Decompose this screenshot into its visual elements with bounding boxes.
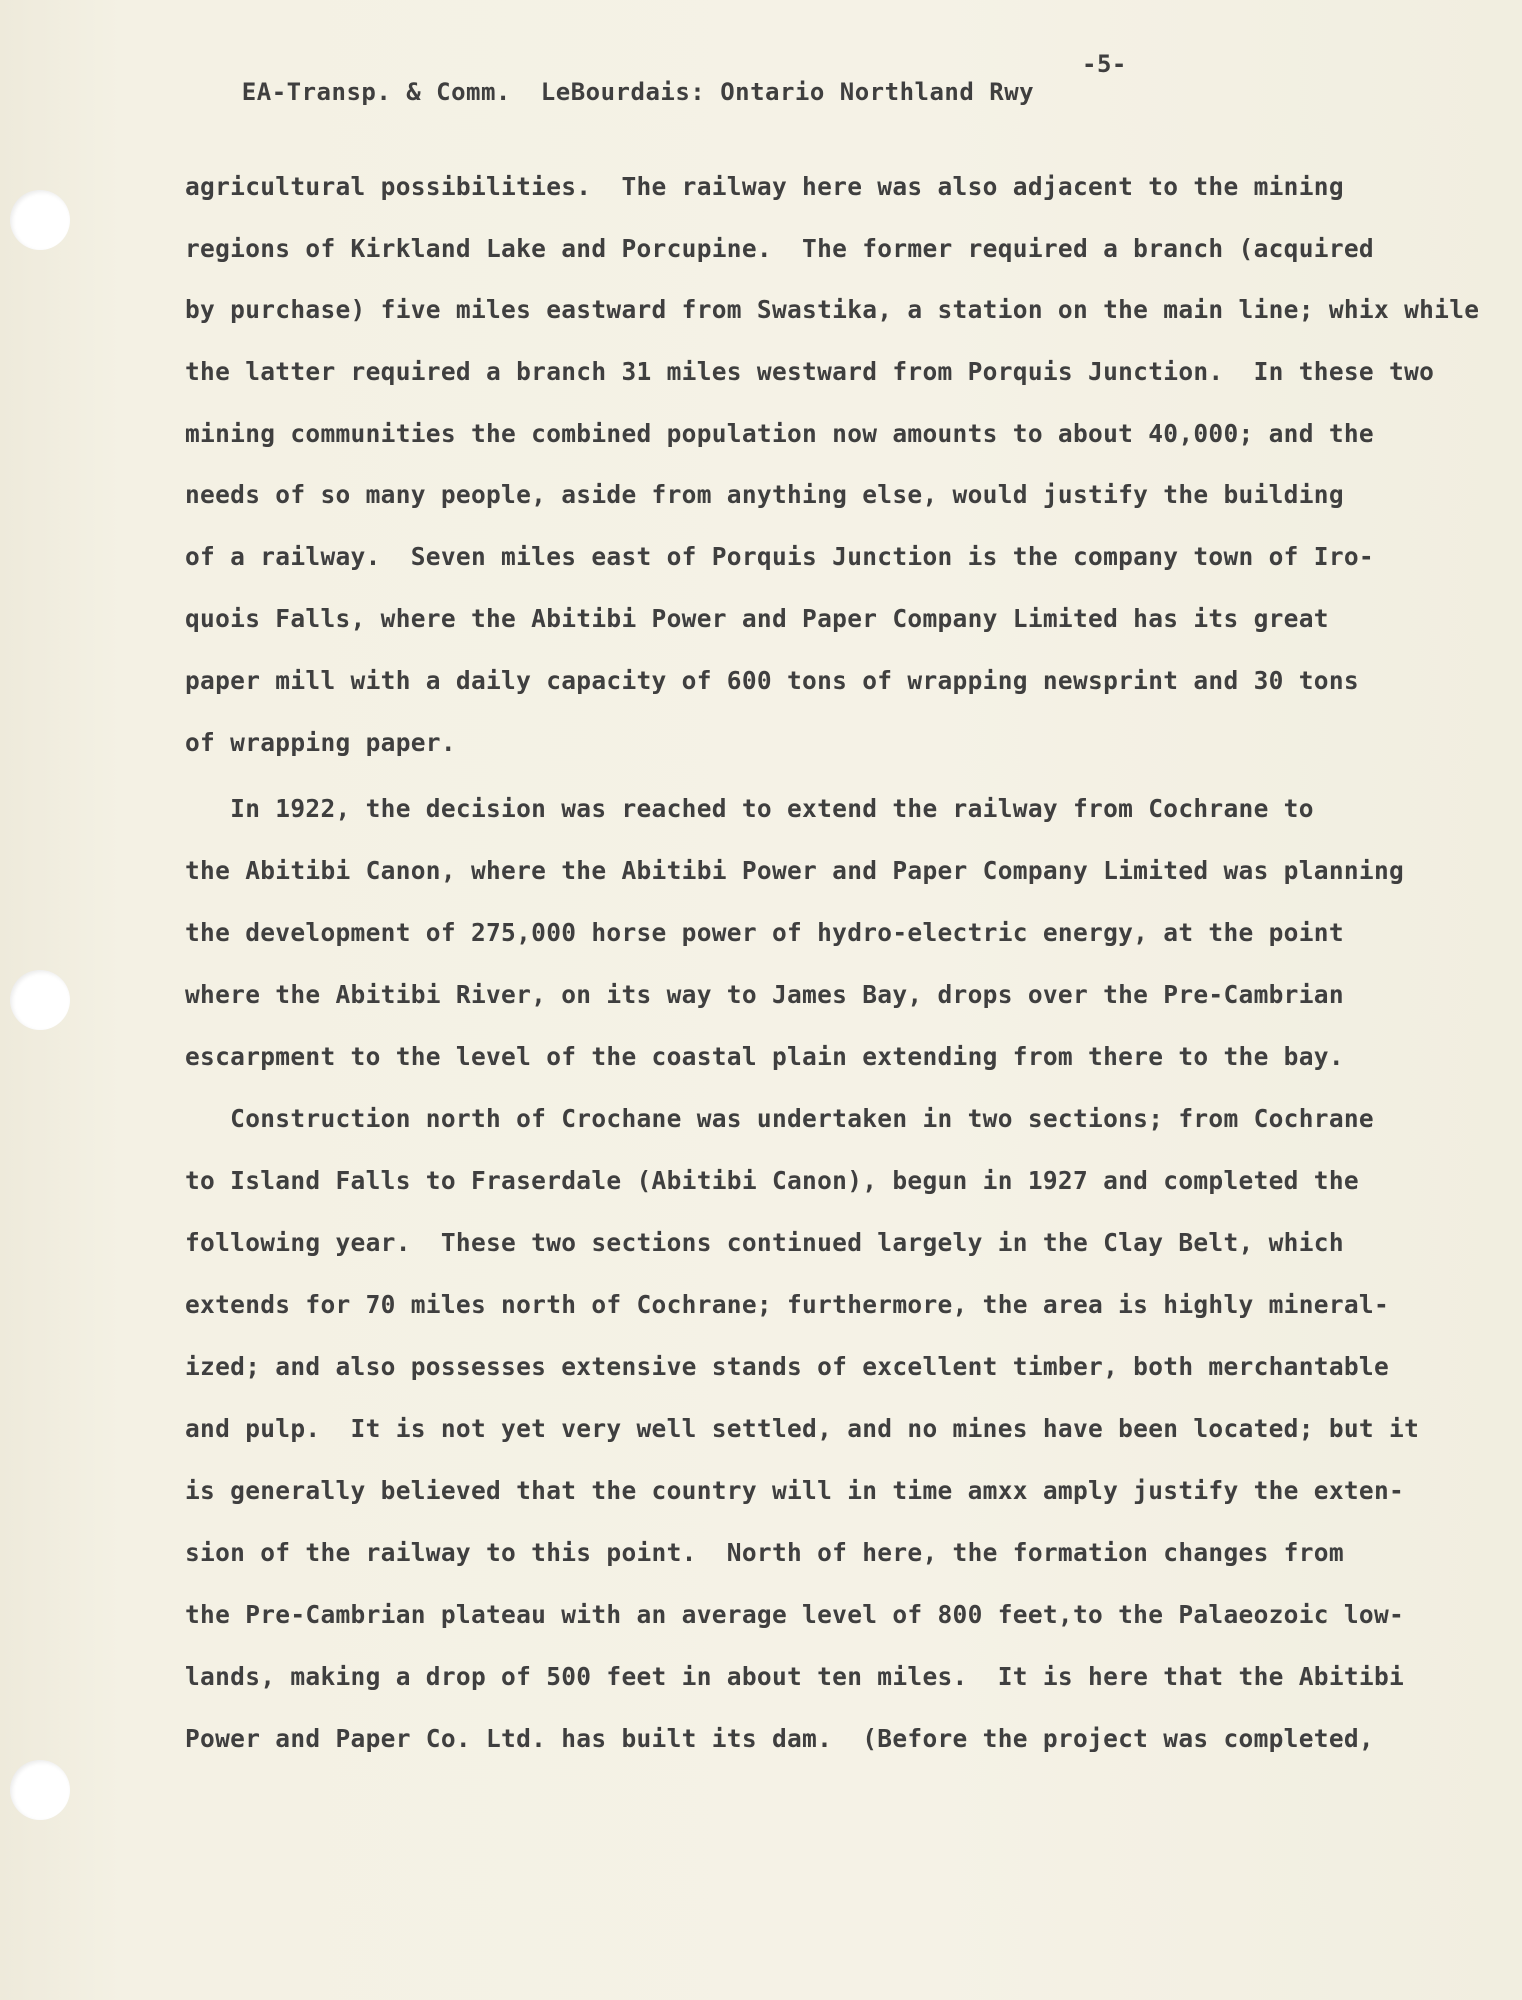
body-line: agricultural possibilities. The railway here was also adjacent to the mining [185,172,1344,201]
body-line: sion of the railway to this point. North of here, the formation changes from [185,1538,1344,1567]
punch-hole [10,970,70,1030]
body-line: escarpment to the level of the coastal plain extending from there to the bay. [185,1042,1344,1071]
header-department: EA-Transp. & Comm. [241,78,511,106]
body-line: quois Falls, where the Abitibi Power and Paper Company Limited has its great [185,604,1329,633]
page-header [182,50,1127,162]
body-line: to Island Falls to Fraserdale (Abitibi Canon), begun in 1927 and completed the [185,1166,1359,1195]
body-line: of a railway. Seven miles east of Porquis Junction is the company town of Iro- [185,542,1374,571]
body-line: the Abitibi Canon, where the Abitibi Power and Paper Company Limited was planning [185,856,1405,885]
body-line: by purchase) five miles eastward from Swastika, a station on the main line; whix while [185,295,1480,324]
header-title: LeBourdais: Ontario Northland Rwy [540,78,1035,106]
page-number: -5- [1082,50,1127,78]
body-line: where the Abitibi River, on its way to James Bay, drops over the Pre-Cambrian [185,980,1344,1009]
body-line: the development of 275,000 horse power of hydro-electric energy, at the point [185,918,1344,947]
body-line: is generally believed that the country will in time amxx amply justify the exten- [185,1476,1405,1505]
body-line: and pulp. It is not yet very well settled, and no mines have been located; but it [185,1414,1420,1443]
body-line: mining communities the combined population now amounts to about 40,000; and the [185,419,1374,448]
body-line: following year. These two sections continued largely in the Clay Belt, which [185,1228,1344,1257]
body-line: Construction north of Crochane was undertaken in two sections; from Cochrane [185,1104,1374,1133]
body-line: ized; and also possesses extensive stands of excellent timber, both merchantable [185,1352,1390,1381]
punch-hole [10,1760,70,1820]
body-line: lands, making a drop of 500 feet in about ten miles. It is here that the Abitibi [185,1662,1405,1691]
body-line: the latter required a branch 31 miles westward from Porquis Junction. In these two [185,357,1435,386]
punch-hole [10,190,70,250]
body-line: In 1922, the decision was reached to extend the railway from Cochrane to [185,794,1314,823]
body-line: extends for 70 miles north of Cochrane; furthermore, the area is highly mineral- [185,1290,1390,1319]
body-line: of wrapping paper. [185,728,456,757]
body-line: needs of so many people, aside from anything else, would justify the building [185,480,1344,509]
body-line: Power and Paper Co. Ltd. has built its dam. (Before the project was completed, [185,1724,1374,1753]
body-line: regions of Kirkland Lake and Porcupine. The former required a branch (acquired [185,234,1374,263]
body-line: the Pre-Cambrian plateau with an average level of 800 feet,to the Palaeozoic low- [185,1600,1405,1629]
body-line: paper mill with a daily capacity of 600 tons of wrapping newsprint and 30 tons [185,666,1359,695]
